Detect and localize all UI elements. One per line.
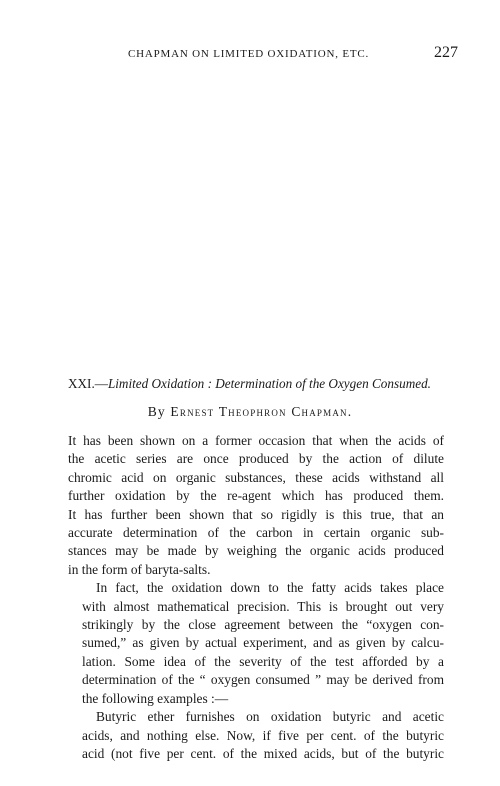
text-line: the acetic series are once produced by the action of dilute — [68, 451, 444, 467]
paragraph-1 — [68, 432, 444, 579]
text-line: strikingly by the close agreement between the “oxygen con- — [82, 617, 444, 633]
text-line: It has been shown on a former occasion that when the acids of — [68, 433, 444, 448]
text-line: further oxidation by the re-agent which has produced them. — [68, 488, 444, 504]
author-prefix: By — [147, 404, 166, 419]
page-number: 227 — [434, 44, 458, 61]
text-line: In fact, the oxidation down to the fatty acids takes place — [96, 580, 444, 596]
paragraph-3 — [68, 708, 444, 763]
text-line: in the form of baryta-salts. — [68, 561, 211, 577]
paragraph-2 — [68, 579, 444, 708]
text-line: with almost mathematical precision. This is brought out very — [82, 598, 444, 614]
text-line: stances may be made by weighing the organic acids produced — [68, 543, 444, 559]
text-line: the following examples :— — [82, 690, 229, 706]
text-line: Butyric ether furnishes on oxidation butyric and acetic — [96, 709, 444, 725]
text-line: It has further been shown that so rigidly is this true, that an — [68, 506, 444, 522]
text-line: determination of the “ oxygen consumed ” may be derived from — [82, 672, 444, 688]
text-line: accurate determination of the carbon in certain organic sub- — [68, 525, 444, 541]
text-line: lation. Some idea of the severity of the test afforded by a — [82, 653, 444, 669]
text-line: sumed,” as given by actual experiment, and as given by calcu- — [82, 635, 444, 651]
running-title: CHAPMAN ON LIMITED OXIDATION, ETC. — [128, 48, 370, 60]
body-text — [68, 432, 444, 763]
text-line: chromic acid on organic substances, these acids withstand all — [68, 469, 444, 485]
author-line — [0, 404, 500, 420]
running-head — [58, 46, 458, 66]
text-line: acids, and nothing else. Now, if five per cent. of the butyric — [82, 727, 444, 743]
text-line: acid (not five per cent. of the mixed acids, but of the butyric — [82, 745, 444, 761]
author-name: Ernest Theophron Chapman. — [170, 404, 353, 419]
article-title — [68, 376, 468, 392]
article-title-text: Limited Oxidation : Determination of the Oxygen Consumed. — [107, 376, 431, 391]
article-number: XXI.— — [68, 376, 108, 391]
